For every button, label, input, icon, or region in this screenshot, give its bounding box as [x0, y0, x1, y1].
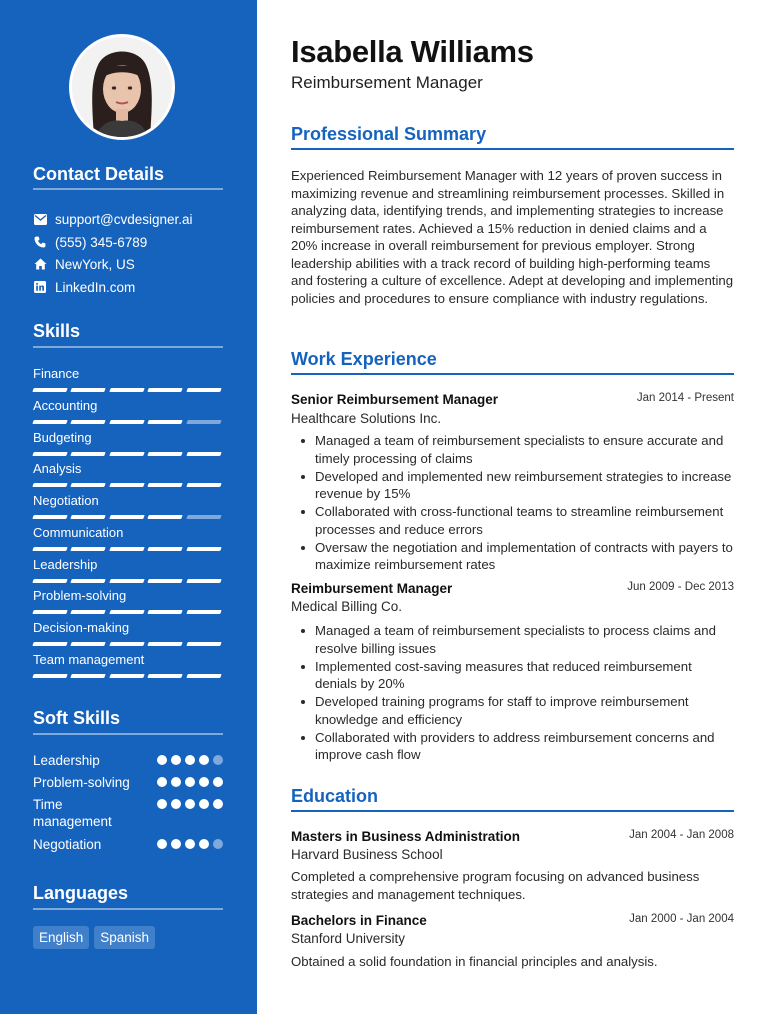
rating-dot	[171, 755, 181, 765]
skill-level-segment	[32, 452, 68, 456]
skill-level-segment	[186, 515, 222, 519]
rating-dot	[199, 777, 209, 787]
skill-item	[33, 461, 223, 487]
skill-name: Leadership	[33, 556, 98, 572]
job-bullet: Collaborated with providers to address reimbursement concerns and improve cash flow	[291, 729, 734, 764]
skill-level-segment	[71, 483, 107, 487]
skill-level-segment	[32, 515, 68, 519]
experience-divider	[291, 373, 734, 375]
soft-skill-rating	[157, 796, 223, 830]
rating-dot	[171, 777, 181, 787]
skill-level-segment	[186, 642, 222, 646]
education-section-title: Education	[291, 786, 379, 806]
rating-dot	[157, 777, 167, 787]
skill-level-segment	[186, 452, 222, 456]
skill-level-segment	[71, 674, 107, 678]
home-icon	[33, 257, 47, 271]
language-chip: Spanish	[94, 926, 155, 949]
rating-dot	[185, 777, 195, 787]
skill-level-bar	[33, 579, 223, 583]
skill-level-segment	[32, 547, 68, 551]
skill-level-bar	[33, 515, 223, 519]
skill-level-segment	[109, 579, 145, 583]
skill-level-segment	[109, 610, 145, 614]
skill-item	[33, 430, 223, 456]
skill-level-segment	[147, 642, 183, 646]
skill-item	[33, 620, 223, 646]
skill-name: Negotiation	[33, 493, 99, 508]
skill-level-bar	[33, 420, 223, 424]
skill-level-segment	[32, 388, 68, 392]
skill-level-segment	[109, 515, 145, 519]
rating-dot	[171, 799, 181, 809]
skill-name: Communication	[33, 524, 124, 540]
skill-name: Accounting	[33, 397, 98, 413]
skill-item	[33, 557, 223, 583]
skill-level-segment	[186, 483, 222, 487]
skill-level-segment	[32, 610, 68, 614]
soft-skill-item	[33, 774, 223, 791]
soft-skill-rating	[157, 774, 223, 791]
skill-level-segment	[147, 515, 183, 519]
skill-level-bar	[33, 452, 223, 456]
skills-section-title: Skills	[33, 321, 81, 341]
job-title: Reimbursement Manager	[291, 581, 453, 596]
education-date: Jan 2004 - Jan 2008	[629, 829, 734, 841]
skill-level-segment	[147, 610, 183, 614]
job-bullet: Oversaw the negotiation and implementation of contracts with payers to maximize reimbursement rates	[291, 539, 734, 574]
skill-level-segment	[147, 420, 183, 424]
education-degree: Bachelors in Finance	[291, 913, 427, 928]
skill-level-bar	[33, 674, 223, 678]
soft-skill-item	[33, 836, 223, 853]
soft-skill-name: Leadership	[33, 753, 100, 768]
languages-section-title: Languages	[33, 883, 129, 903]
skill-level-segment	[186, 674, 222, 678]
soft-skill-name: Problem-solving	[33, 775, 130, 790]
soft-skill-name: Negotiation	[33, 837, 102, 852]
job-bullets	[291, 622, 734, 764]
rating-dot	[157, 839, 167, 849]
envelope-icon	[33, 212, 47, 226]
summary-text: Experienced Reimbursement Manager with 12 years of proven success in maximizing revenue and streamlining reimbursement processes. Skilled in analyzing data, identifying trends, and implementing strategies to increase reimbursement rates. Achieved a 15% reduction in denied claims and a 20% increase in overall reimbursement for previous employer. Strong leadership abilities with a track record of building high-performing teams and fostering a culture of excellence. Adept at developing and implementing policies and procedures to ensure compliance with industry regulations.	[291, 168, 734, 306]
skill-level-segment	[109, 420, 145, 424]
skill-level-segment	[109, 547, 145, 551]
skill-name: Budgeting	[33, 429, 92, 445]
summary-section-title: Professional Summary	[291, 124, 487, 144]
skill-level-segment	[32, 642, 68, 646]
soft-skill-name: Time management	[33, 797, 112, 829]
soft-skills-section-title: Soft Skills	[33, 708, 121, 728]
skill-item	[33, 366, 223, 392]
skill-level-segment	[32, 420, 68, 424]
skill-level-segment	[71, 547, 107, 551]
skill-name: Decision-making	[33, 620, 130, 635]
skill-level-segment	[109, 388, 145, 392]
contact-section-title: Contact Details	[33, 164, 165, 184]
skill-level-segment	[32, 579, 68, 583]
contact-email[interactable]	[33, 210, 193, 228]
skill-name: Team management	[33, 651, 145, 667]
avatar	[69, 34, 175, 140]
skills-divider	[33, 346, 223, 348]
skill-level-bar	[33, 610, 223, 614]
languages-list	[33, 926, 155, 949]
summary-divider	[291, 148, 734, 150]
phone-icon	[33, 235, 47, 249]
job-bullet: Collaborated with cross-functional teams to streamline reimbursement processes and reduce errors	[291, 503, 734, 538]
job-header	[291, 392, 734, 407]
education-school: Stanford University	[291, 931, 406, 946]
education-date: Jan 2000 - Jan 2004	[629, 913, 734, 925]
contact-location	[33, 255, 135, 273]
soft-skill-rating	[157, 836, 223, 853]
soft-skill-item	[33, 796, 223, 830]
skill-level-segment	[186, 547, 222, 551]
rating-dot	[157, 755, 167, 765]
contact-phone[interactable]	[33, 233, 147, 251]
rating-dot	[199, 755, 209, 765]
job-bullet: Developed training programs for staff to improve reimbursement knowledge and efficiency	[291, 693, 734, 728]
avatar-portrait-icon	[72, 37, 172, 137]
education-school: Harvard Business School	[291, 847, 443, 862]
sidebar	[0, 0, 257, 1014]
skill-level-segment	[186, 388, 222, 392]
rating-dot	[185, 799, 195, 809]
skill-level-segment	[109, 483, 145, 487]
skill-level-segment	[109, 642, 145, 646]
job-date: Jan 2014 - Present	[636, 392, 734, 404]
job-title: Senior Reimbursement Manager	[291, 392, 499, 407]
candidate-role: Reimbursement Manager	[291, 73, 483, 92]
linkedin-icon	[33, 280, 47, 294]
skill-level-segment	[147, 674, 183, 678]
job-header	[291, 581, 734, 596]
skill-level-segment	[109, 674, 145, 678]
experience-section-title: Work Experience	[291, 349, 437, 369]
contact-email-text: support@cvdesigner.ai	[55, 211, 193, 227]
contact-divider	[33, 188, 223, 190]
skill-level-segment	[32, 674, 68, 678]
rating-dot	[157, 799, 167, 809]
skill-level-segment	[109, 452, 145, 456]
skill-level-bar	[33, 388, 223, 392]
soft-skill-item	[33, 752, 223, 769]
skill-level-bar	[33, 483, 223, 487]
education-description: Obtained a solid foundation in financial principles and analysis.	[291, 954, 658, 969]
skill-level-segment	[147, 452, 183, 456]
skill-item	[33, 525, 223, 551]
job-date: Jun 2009 - Dec 2013	[627, 581, 734, 593]
skill-level-segment	[147, 547, 183, 551]
skill-item	[33, 652, 223, 678]
skill-level-segment	[32, 483, 68, 487]
rating-dot	[199, 799, 209, 809]
candidate-name: Isabella Williams	[291, 34, 534, 69]
contact-linkedin[interactable]	[33, 278, 135, 296]
soft-skills-divider	[33, 733, 223, 735]
skill-item	[33, 398, 223, 424]
language-chip: English	[33, 926, 89, 949]
job-bullet: Implemented cost-saving measures that reduced reimbursement denials by 20%	[291, 658, 734, 693]
soft-skill-rating	[157, 752, 223, 769]
languages-divider	[33, 908, 223, 910]
skill-level-bar	[33, 642, 223, 646]
job-company: Healthcare Solutions Inc.	[291, 411, 442, 426]
job-bullet: Managed a team of reimbursement specialists to ensure accurate and timely processing of claims	[291, 432, 734, 467]
job-bullets	[291, 432, 734, 574]
education-header	[291, 829, 734, 844]
skill-level-segment	[71, 642, 107, 646]
skill-level-segment	[71, 420, 107, 424]
job-bullet: Developed and implemented new reimbursement strategies to increase revenue by 15%	[291, 468, 734, 503]
rating-dot	[171, 839, 181, 849]
skill-level-segment	[147, 483, 183, 487]
skill-level-segment	[147, 388, 183, 392]
skill-item	[33, 588, 223, 614]
skill-level-segment	[71, 452, 107, 456]
education-header	[291, 913, 734, 928]
skill-level-segment	[71, 515, 107, 519]
skill-level-segment	[147, 579, 183, 583]
rating-dot	[199, 839, 209, 849]
contact-phone-text: (555) 345-6789	[55, 234, 148, 250]
skill-level-segment	[186, 610, 222, 614]
rating-dot	[185, 755, 195, 765]
skill-level-segment	[71, 579, 107, 583]
contact-location-text: NewYork, US	[55, 256, 135, 272]
skill-level-segment	[186, 579, 222, 583]
rating-dot	[213, 755, 223, 765]
rating-dot	[213, 799, 223, 809]
education-description: Completed a comprehensive program focusing on advanced business strategies and management techniques.	[291, 869, 700, 902]
skill-level-segment	[186, 420, 222, 424]
contact-linkedin-text: LinkedIn.com	[55, 279, 136, 295]
skill-item	[33, 493, 223, 519]
rating-dot	[213, 839, 223, 849]
skill-name: Problem-solving	[33, 588, 127, 604]
education-degree: Masters in Business Administration	[291, 829, 521, 844]
job-bullet: Managed a team of reimbursement specialists to process claims and resolve billing issues	[291, 622, 734, 657]
rating-dot	[213, 777, 223, 787]
education-divider	[291, 810, 734, 812]
skill-name: Finance	[33, 366, 80, 381]
skill-level-segment	[71, 388, 107, 392]
job-company: Medical Billing Co.	[291, 599, 403, 614]
rating-dot	[185, 839, 195, 849]
skill-name: Analysis	[33, 461, 82, 477]
skill-level-bar	[33, 547, 223, 551]
skill-level-segment	[71, 610, 107, 614]
